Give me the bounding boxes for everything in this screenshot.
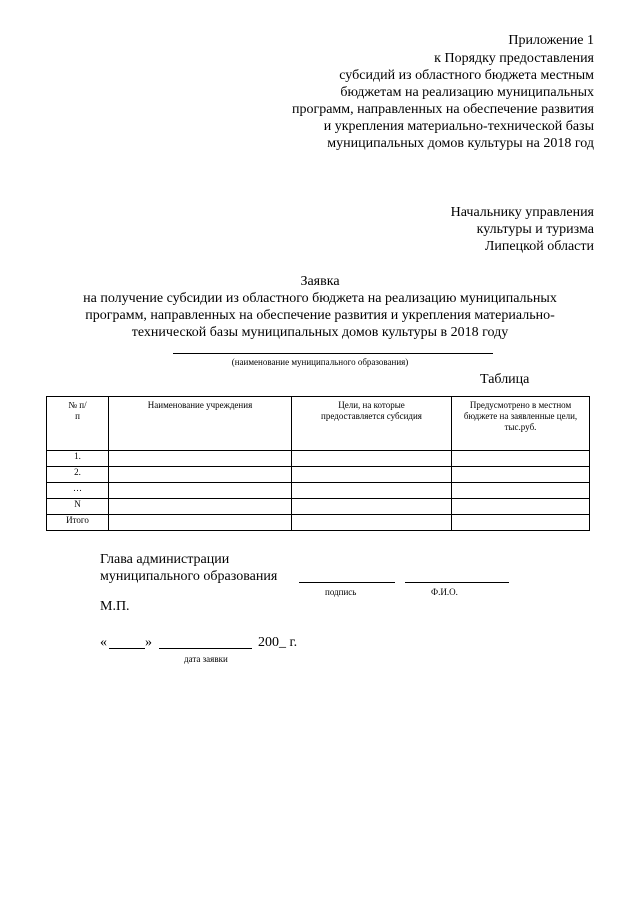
table-cell[interactable] (292, 515, 452, 531)
table-cell[interactable] (452, 515, 590, 531)
signature-title-line2: муниципального образования (100, 569, 278, 584)
date-year: 200_ г. (258, 635, 298, 650)
title-line: на получение субсидии из областного бюджета на реализацию муниципальных (83, 291, 557, 306)
title-heading: Заявка (300, 274, 340, 289)
header-number: № п/п (47, 397, 109, 451)
signature-field (299, 582, 395, 583)
table-header-row (47, 397, 590, 451)
table-cell[interactable] (109, 499, 292, 515)
annex-line: программ, направленных на обеспечение развития (291, 102, 594, 117)
date-caption: дата заявки (184, 654, 228, 664)
table-cell[interactable] (452, 483, 590, 499)
table-label: Таблица (480, 372, 530, 387)
table-cell[interactable] (452, 499, 590, 515)
table-cell[interactable] (292, 499, 452, 515)
annex-line: Приложение 1 (508, 33, 594, 48)
seal-label: М.П. (100, 599, 130, 614)
title-line: программ, направленных на обеспечение развития и укрепления материально- (85, 308, 555, 323)
table-cell[interactable] (292, 467, 452, 483)
table-cell[interactable] (452, 467, 590, 483)
signature-title-line1: Глава администрации (100, 552, 230, 567)
annex-line: и укрепления материально-технической базы (323, 119, 594, 134)
table-cell[interactable] (452, 451, 590, 467)
signature-caption: подпись (325, 587, 357, 597)
row-number: 2. (47, 467, 109, 483)
addressee-line: Липецкой области (484, 239, 594, 254)
row-number: 1. (47, 451, 109, 467)
addressee-line: Начальнику управления (450, 205, 594, 220)
table-row (47, 499, 590, 515)
date-month-field (159, 648, 252, 649)
header-goals: Цели, на которые предоставляется субсидия (292, 397, 452, 451)
municipality-caption: (наименование муниципального образования) (231, 357, 409, 367)
annex-line: субсидий из областного бюджета местным (339, 68, 594, 83)
table-row-total (47, 515, 590, 531)
row-number: N (47, 499, 109, 515)
table-cell[interactable] (109, 483, 292, 499)
annex-line: муниципальных домов культуры на 2018 год (327, 136, 594, 151)
annex-line: бюджетам на реализацию муниципальных (340, 85, 594, 100)
date-close-quote: » (145, 635, 152, 650)
row-total-label: Итого (47, 515, 109, 531)
table-row (47, 451, 590, 467)
full-name-caption: Ф.И.О. (431, 587, 458, 597)
table-cell[interactable] (109, 515, 292, 531)
date-day-field (109, 648, 145, 649)
table-cell[interactable] (109, 451, 292, 467)
table-cell[interactable] (292, 451, 452, 467)
table-cell[interactable] (292, 483, 452, 499)
date-open-quote: « (100, 635, 107, 650)
annex-line: к Порядку предоставления (434, 51, 594, 66)
header-budget: Предусмотрено в местном бюджете на заявленные цели, тыс.руб. (452, 397, 590, 451)
title-line: технической базы муниципальных домов культуры в 2018 году (131, 325, 509, 340)
table-cell[interactable] (109, 467, 292, 483)
municipality-name-field (173, 353, 493, 354)
table-row (47, 483, 590, 499)
addressee-line: культуры и туризма (476, 222, 594, 237)
table-row (47, 467, 590, 483)
header-institution: Наименование учреждения (109, 397, 292, 451)
full-name-field (405, 582, 509, 583)
subsidy-table (46, 396, 590, 531)
row-number: … (47, 483, 109, 499)
